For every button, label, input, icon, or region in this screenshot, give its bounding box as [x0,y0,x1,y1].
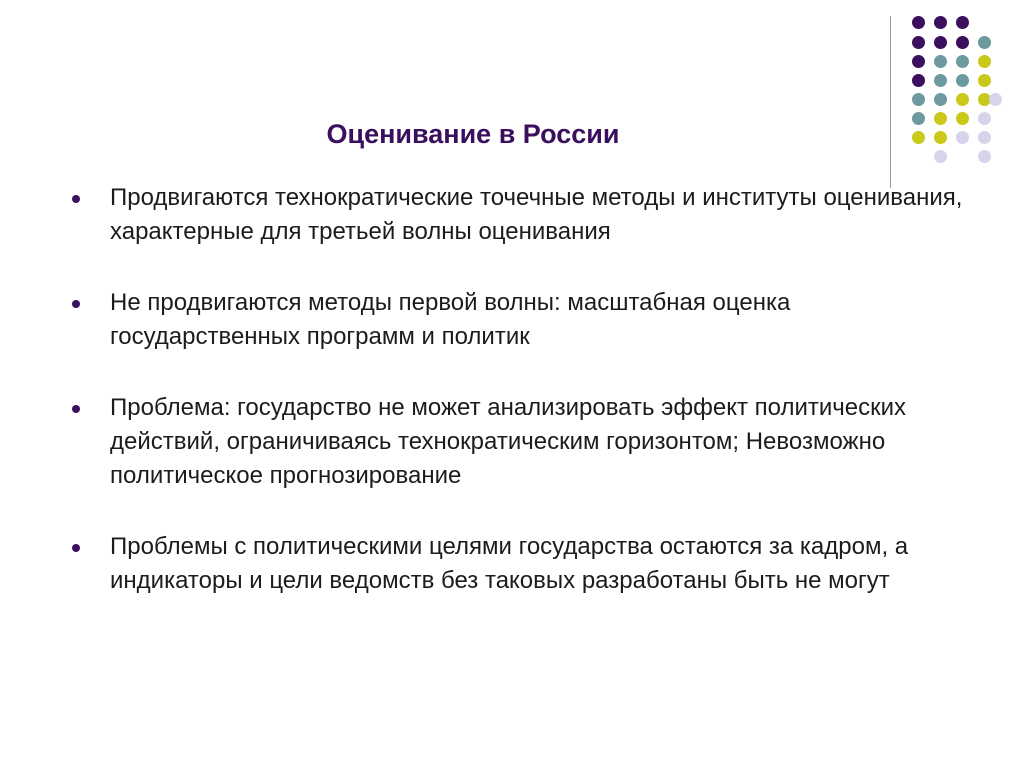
decorative-dot [912,36,925,49]
decorative-dot [934,16,947,29]
bullet-dot-icon [72,405,80,413]
decorative-dot [978,112,991,125]
slide-title: Оценивание в России [326,119,620,149]
decorative-dot [934,55,947,68]
decorative-dot [978,74,991,87]
decorative-dot [978,55,991,68]
bullet-item [72,530,972,598]
decorative-dot [978,150,991,163]
decorative-dot [956,112,969,125]
bullet-item [72,181,972,249]
bullet-dot-icon [72,195,80,203]
decorative-dot [978,36,991,49]
decorative-dot [912,16,925,29]
bullet-item [72,391,972,493]
decorative-vertical-line [890,16,891,188]
decorative-dot [989,93,1002,106]
decorative-dot [978,131,991,144]
decorative-dot [934,36,947,49]
bullet-dot-icon [72,544,80,552]
bullet-item [72,286,972,354]
bullet-text: Проблемы с политическими целями государства остаются за кадром, а индикаторы и цели ведомств без таковых разработаны быть не могут [110,533,909,594]
decorative-dot [978,93,991,106]
decorative-dot [934,74,947,87]
decorative-dot [956,74,969,87]
decorative-dot [934,93,947,106]
decorative-dot [912,93,925,106]
decorative-dot-grid [0,0,1024,200]
decorative-dot [956,131,969,144]
bullet-text: Проблема: государство не может анализировать эффект политических действий, ограничиваясь технократическим горизонтом; Невозможно политическое прогнозирование [110,394,907,489]
decorative-dot [956,16,969,29]
bullet-list [72,181,972,635]
decorative-dot [956,55,969,68]
decorative-dot [912,74,925,87]
bullet-text: Продвигаются технократические точечные методы и институты оценивания, характерные для третьей волны оценивания [110,184,963,245]
decorative-dot [956,36,969,49]
bullet-dot-icon [72,300,80,308]
decorative-dot [956,93,969,106]
decorative-dot [912,55,925,68]
bullet-text: Не продвигаются методы первой волны: масштабная оценка государственных программ и политик [110,289,791,350]
